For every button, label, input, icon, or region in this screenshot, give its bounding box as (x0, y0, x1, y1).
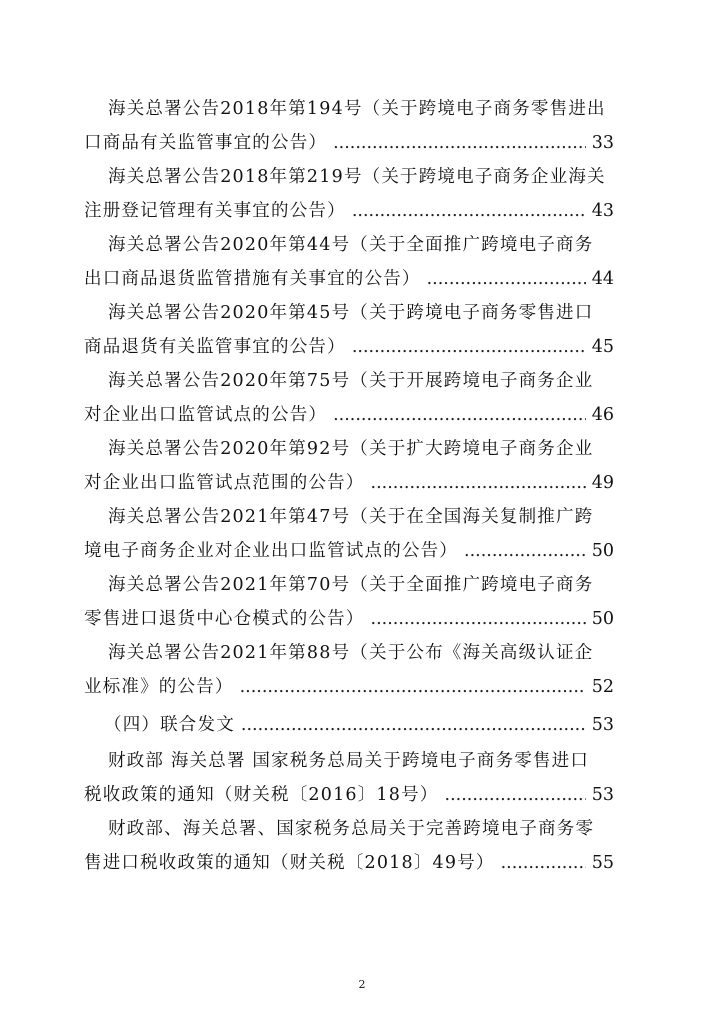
dot-leader (240, 670, 586, 704)
dot-leader (464, 534, 586, 568)
toc-entry[interactable] (84, 500, 614, 568)
toc-entry-title-line1: 海关总署公告2021年第70号（关于全面推广跨境电子商务 (108, 575, 594, 595)
toc-entry[interactable] (84, 432, 614, 500)
toc-entry[interactable] (84, 296, 614, 364)
toc-entry-title-line1: 海关总署公告2021年第47号（关于在全国海关复制推广跨 (108, 507, 594, 527)
dot-leader (371, 466, 586, 500)
dot-leader (352, 194, 586, 228)
toc-page-number: 45 (591, 337, 614, 357)
toc-entry-title-line1: 海关总署公告2021年第88号（关于公布《海关高级认证企 (108, 643, 594, 663)
dot-leader (501, 846, 586, 880)
toc-entry-title-line1: 财政部、海关总署、国家税务总局关于完善跨境电子商务零 (108, 819, 595, 839)
toc-section-heading[interactable] (84, 708, 614, 742)
toc-page-number: 50 (591, 541, 614, 561)
toc-entry-title-line2: 口商品有关监管事宜的公告） (84, 133, 328, 153)
toc-page-number: 55 (591, 853, 614, 873)
dot-leader (427, 262, 586, 296)
toc-entry[interactable] (84, 228, 614, 296)
dot-leader (371, 602, 586, 636)
dot-leader (352, 330, 586, 364)
toc-entry[interactable] (84, 568, 614, 636)
toc-entry-title-line1: 海关总署公告2020年第44号（关于全面推广跨境电子商务 (108, 235, 594, 255)
toc-page-number: 44 (591, 269, 614, 289)
toc-entry[interactable] (84, 744, 614, 812)
toc-entry-title-line2: 商品退货有关监管事宜的公告） (84, 337, 346, 357)
section-title: （四）联合发文 (104, 715, 235, 735)
table-of-contents (84, 92, 614, 880)
dot-leader (333, 398, 586, 432)
toc-page-number: 53 (591, 715, 614, 735)
toc-entry-title-line2: 对企业出口监管试点范围的公告） (84, 473, 365, 493)
toc-page-number: 52 (591, 677, 614, 697)
toc-entry-title-line2: 出口商品退货监管措施有关事宜的公告） (84, 269, 421, 289)
toc-entry-title-line1: 海关总署公告2020年第75号（关于开展跨境电子商务企业 (108, 371, 594, 391)
toc-entry[interactable] (84, 92, 614, 160)
toc-entry-title-line2: 售进口税收政策的通知（财关税〔2018〕49号） (84, 853, 495, 873)
toc-entry[interactable] (84, 160, 614, 228)
toc-entry[interactable] (84, 636, 614, 704)
toc-page-number: 33 (591, 133, 614, 153)
toc-entry-title-line2: 零售进口退货中心仓模式的公告） (84, 609, 365, 629)
toc-page-number: 50 (591, 609, 614, 629)
toc-entry-title-line1: 海关总署公告2020年第92号（关于扩大跨境电子商务企业 (108, 439, 594, 459)
toc-entry-title-line2: 对企业出口监管试点的公告） (84, 405, 328, 425)
toc-entry-title-line2: 税收政策的通知（财关税〔2016〕18号） (84, 785, 439, 805)
toc-entry-title-line2: 业标准》的公告） (84, 677, 234, 697)
toc-page-number: 43 (591, 201, 614, 221)
toc-entry-title-line1: 海关总署公告2020年第45号（关于跨境电子商务零售进口 (108, 303, 594, 323)
toc-entry-title-line2: 注册登记管理有关事宜的公告） (84, 201, 346, 221)
page-number: 2 (358, 978, 366, 991)
toc-entry-title-line1: 财政部 海关总署 国家税务总局关于跨境电子商务零售进口 (108, 751, 590, 771)
toc-entry-title-line1: 海关总署公告2018年第219号（关于跨境电子商务企业海关 (108, 167, 606, 187)
dot-leader (333, 126, 586, 160)
toc-entry-title-line2: 境电子商务企业对企业出口监管试点的公告） (84, 541, 458, 561)
toc-page-number: 53 (591, 785, 614, 805)
toc-entry[interactable] (84, 812, 614, 880)
toc-page-number: 46 (591, 405, 614, 425)
toc-entry-title-line1: 海关总署公告2018年第194号（关于跨境电子商务零售进出 (108, 99, 606, 119)
toc-page-number: 49 (591, 473, 614, 493)
toc-entry[interactable] (84, 364, 614, 432)
dot-leader (445, 778, 586, 812)
dot-leader (241, 708, 586, 742)
